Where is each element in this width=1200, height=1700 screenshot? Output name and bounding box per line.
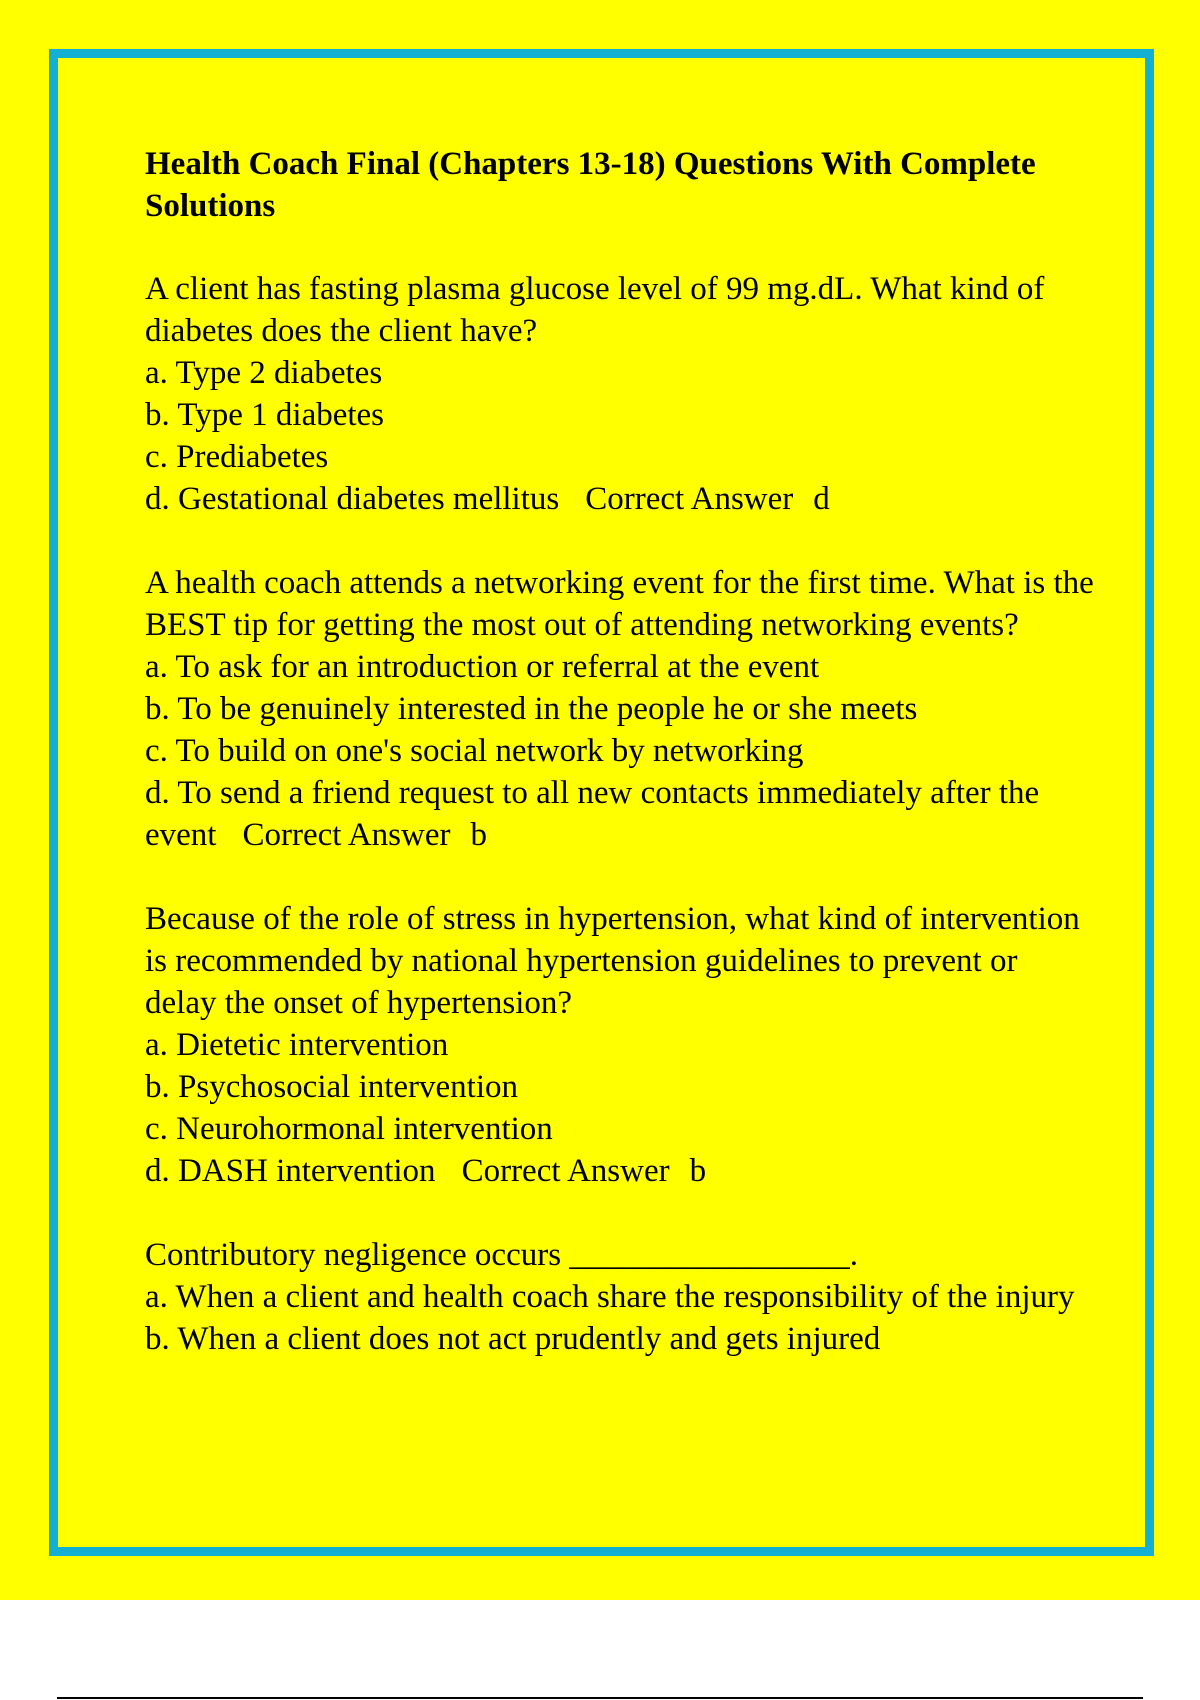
answer-option-c: c. Neurohormonal intervention (145, 1111, 553, 1147)
question-stem: Because of the role of stress in hypertension, what kind of intervention is recommended by national hypertension guidelines to prevent or delay the onset of hypertension? (145, 901, 1080, 1021)
correct-answer-label: Correct Answer (461, 1153, 670, 1189)
answer-option-b: b. Psychosocial intervention (145, 1069, 519, 1105)
answer-option-a: a. To ask for an introduction or referral at the event (145, 649, 820, 685)
question-stem: Contributory negligence occurs _________________. (145, 1237, 859, 1273)
question-1 (145, 268, 1095, 520)
question-stem: A health coach attends a networking event for the first time. What is the BEST tip for getting the most out of attending networking events? (145, 565, 1094, 643)
question-4 (145, 1234, 1095, 1360)
correct-answer-label: Correct Answer (242, 817, 451, 853)
answer-option-d: d. To send a friend request to all new contacts immediately after the event (145, 775, 1040, 853)
answer-option-c: c. Prediabetes (145, 439, 329, 475)
answer-option-d: d. DASH intervention (145, 1153, 436, 1189)
question-3 (145, 898, 1095, 1192)
answer-option-b: b. To be genuinely interested in the people he or she meets (145, 691, 918, 727)
document-content (145, 143, 1095, 1402)
question-2 (145, 562, 1095, 856)
answer-option-d-with-answer (145, 772, 1095, 856)
document-title: Health Coach Final (Chapters 13-18) Questions With Complete Solutions (145, 146, 1036, 224)
correct-answer-label: Correct Answer (585, 481, 794, 517)
correct-answer-letter: d (813, 481, 830, 517)
answer-option-d-with-answer (145, 478, 1095, 520)
answer-option-a: a. Dietetic intervention (145, 1027, 449, 1063)
correct-answer-letter: b (689, 1153, 707, 1189)
answer-option-b: b. Type 1 diabetes (145, 397, 385, 433)
answer-option-c: c. To build on one's social network by networking (145, 733, 804, 769)
answer-option-a: a. Type 2 diabetes (145, 355, 383, 391)
answer-option-b: b. When a client does not act prudently and gets injured (145, 1321, 881, 1357)
answer-option-d-with-answer (145, 1150, 1095, 1192)
footer-rule (57, 1697, 1143, 1699)
answer-option-d: d. Gestational diabetes mellitus (145, 481, 560, 517)
answer-option-a: a. When a client and health coach share the responsibility of the injury (145, 1279, 1075, 1315)
question-stem: A client has fasting plasma glucose level of 99 mg.dL. What kind of diabetes does the client have? (145, 271, 1045, 349)
correct-answer-letter: b (470, 817, 487, 853)
